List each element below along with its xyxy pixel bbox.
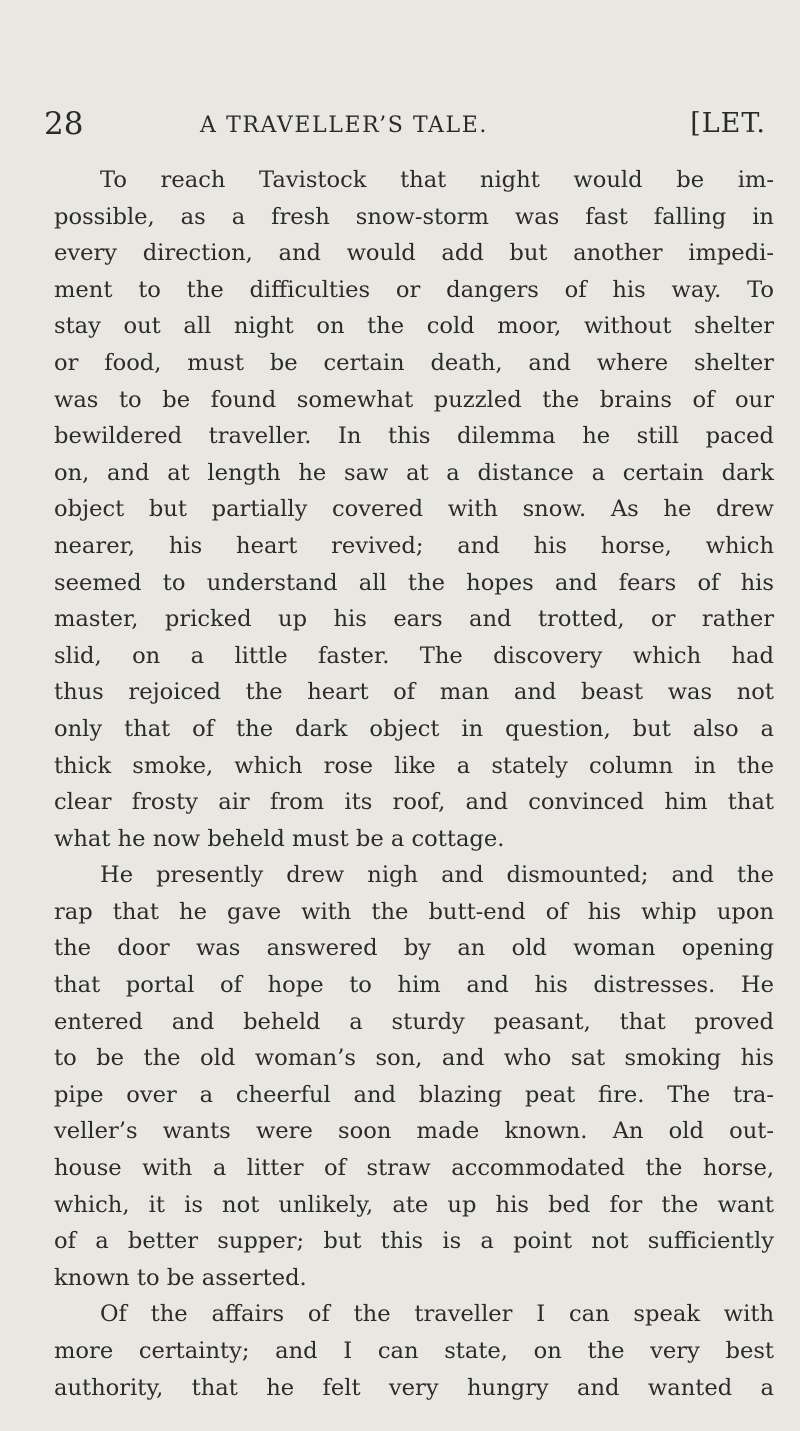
text-line: thus rejoiced the heart of man and beast was not	[54, 679, 774, 706]
text-line: to be the old woman’s son, and who sat smoking his	[54, 1045, 774, 1072]
text-line: authority, that he felt very hungry and wanted a	[54, 1374, 774, 1401]
text-line: more certainty; and I can state, on the very best	[54, 1338, 774, 1364]
text-line: veller’s wants were soon made known. An old out-	[54, 1118, 774, 1145]
text-line: ment to the difficulties or dangers of his way. To	[54, 276, 774, 303]
text-line: or food, must be certain death, and where shelter	[54, 349, 774, 376]
page-number: 28	[44, 106, 84, 142]
text-line: was to be found somewhat puzzled the brains of our	[54, 386, 774, 413]
text-line: slid, on a little faster. The discovery which had	[54, 642, 774, 669]
text-line: of a better supper; but this is a point not sufficiently	[54, 1228, 774, 1255]
text-line: that portal of hope to him and his distresses. He	[54, 972, 774, 999]
text-line: rap that he gave with the butt-end of his whip upon	[54, 898, 774, 925]
text-line: He presently drew nigh and dismounted; and the	[100, 862, 774, 889]
text-line: the door was answered by an old woman opening	[54, 935, 774, 962]
page-header	[44, 104, 766, 144]
body-text	[54, 162, 774, 1406]
text-line: every direction, and would add but another impedi-	[54, 240, 774, 267]
text-line: To reach Tavistock that night would be im-	[100, 167, 774, 193]
text-line: on, and at length he saw at a distance a certain dark	[54, 459, 774, 486]
text-line: Of the affairs of the traveller I can speak with	[100, 1301, 774, 1328]
text-line: clear frosty air from its roof, and convinced him that	[54, 789, 774, 816]
text-line: what he now beheld must be a cottage.	[54, 825, 505, 852]
text-line: object but partially covered with snow. As he drew	[54, 496, 774, 523]
text-line: nearer, his heart revived; and his horse, which	[54, 532, 774, 559]
text-line: pipe over a cheerful and blazing peat fire. The tra-	[54, 1081, 774, 1108]
section-mark: [LET.	[690, 108, 766, 139]
text-line: thick smoke, which rose like a stately column in the	[54, 752, 774, 779]
text-line: only that of the dark object in question, but also a	[54, 715, 774, 742]
running-title: A TRAVELLER’S TALE.	[200, 113, 488, 138]
text-line: entered and beheld a sturdy peasant, that proved	[54, 1008, 774, 1035]
text-line: master, pricked up his ears and trotted, or rather	[54, 606, 774, 633]
text-line: house with a litter of straw accommodated the horse,	[54, 1155, 774, 1182]
text-line: stay out all night on the cold moor, without shelter	[54, 313, 774, 340]
text-line: possible, as a fresh snow-storm was fast falling in	[54, 203, 774, 230]
text-line: which, it is not unlikely, ate up his bed for the want	[54, 1191, 774, 1218]
text-line: bewildered traveller. In this dilemma he still paced	[54, 423, 774, 450]
text-line: known to be asserted.	[54, 1264, 307, 1291]
text-line: seemed to understand all the hopes and fears of his	[54, 569, 774, 596]
